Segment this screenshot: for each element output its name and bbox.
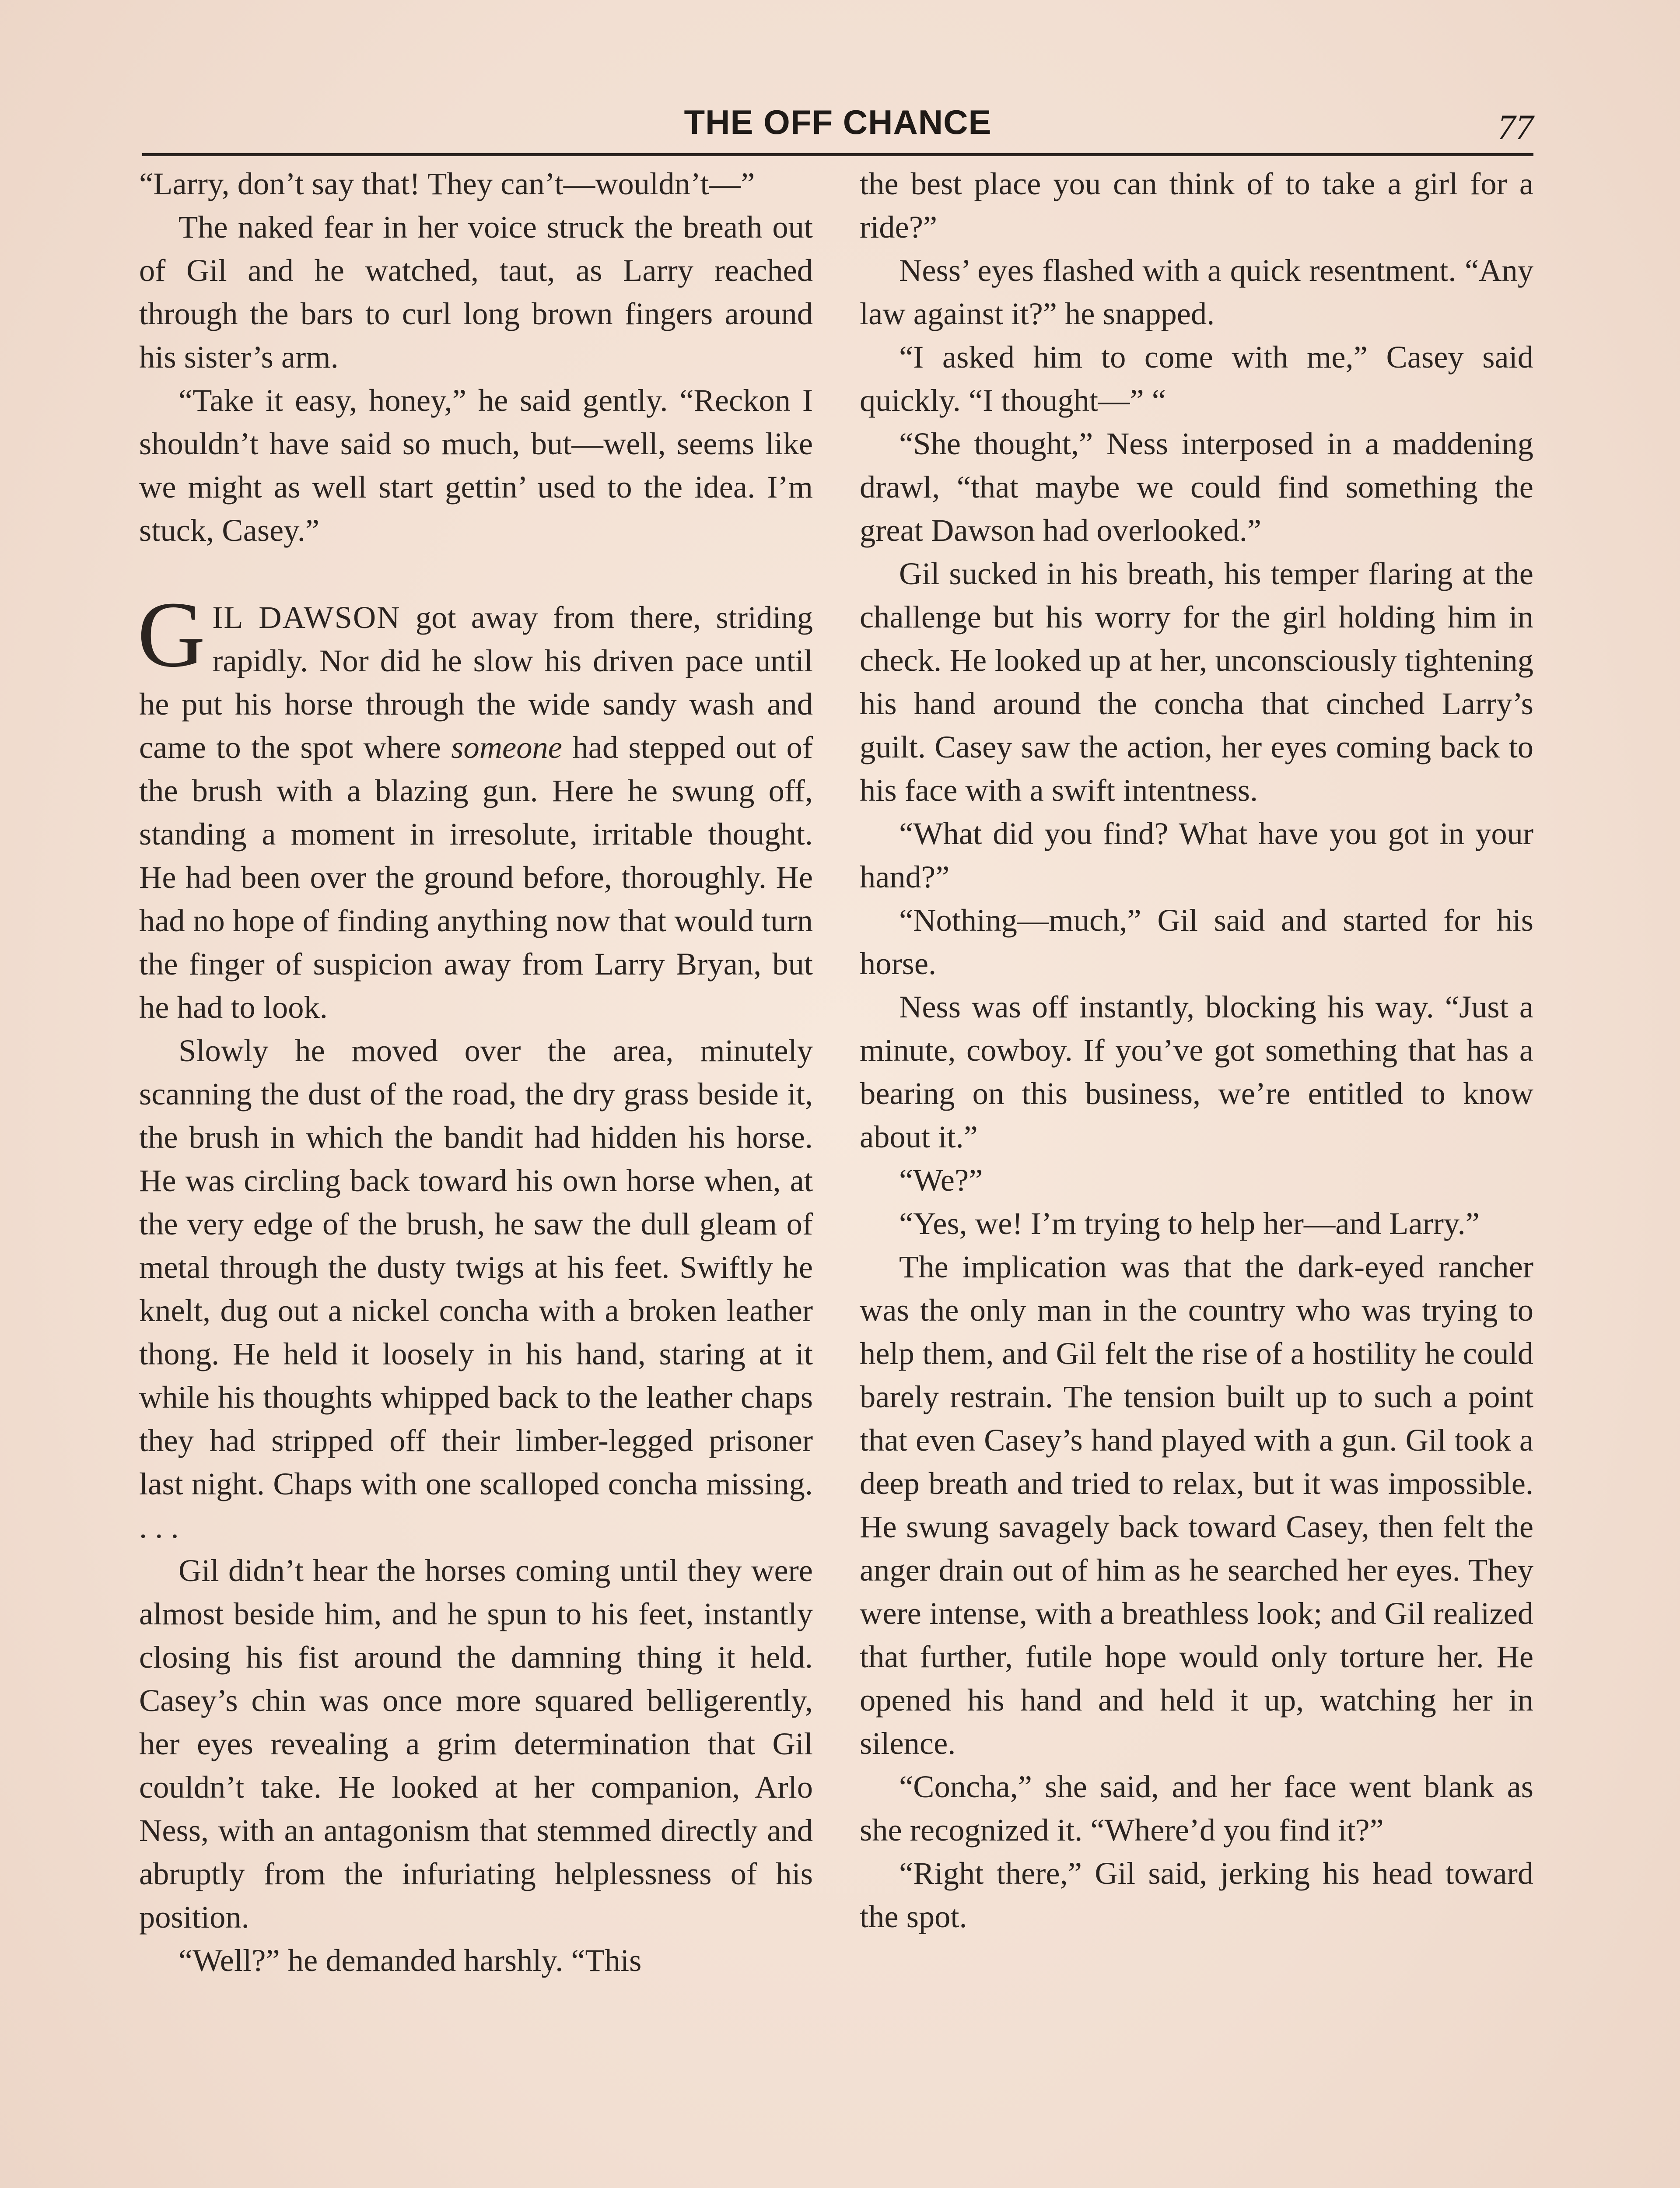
paragraph: “Concha,” she said, and her face went blank as she recognized it. “Where’d you find it?” <box>860 1769 1533 1848</box>
paragraph: “Take it easy, honey,” he said gently. “Reckon I shouldn’t have said so much, but—well, seems like we might as well start gettin’ used to the idea. I’m stuck, Casey.” <box>139 382 813 548</box>
paragraph: “Larry, don’t say that! They can’t—wouldn’t—” <box>139 166 755 201</box>
section-lead-caps: IL DAWSON <box>212 600 401 635</box>
section-text: had stepped out of the brush with a blazing gun. Here he swung off, standing a moment in irresolute, irritable thought. He had been over the ground before, thoroughly. He had no hope of finding anything now that would turn the finger of suspicion away from Larry Bryan, but he had to look. <box>139 729 813 1025</box>
section-text: got away from there, striding rapidly. Nor did he slow his driven pace until he put his horse through the wide sandy wash and came to the spot where <box>139 600 813 765</box>
paragraph: The naked fear in her voice struck the breath out of Gil and he watched, taut, as Larry reached through the bars to curl long brown fingers around his sister’s arm. <box>139 209 813 375</box>
paragraph: Gil sucked in his breath, his temper flaring at the challenge but his worry for the girl holding him in check. He looked up at her, unconsciously tightening his hand around the concha that cinched Larry’s guilt. Casey saw the action, her eyes coming back to his face with a swift intentness. <box>860 556 1533 808</box>
paragraph: Ness was off instantly, blocking his way. “Just a minute, cowboy. If you’ve got something that has a bearing on this business, we’re entitled to know about it.” <box>860 989 1533 1154</box>
paragraph: “Nothing—much,” Gil said and started for his horse. <box>860 902 1533 981</box>
paragraph: Gil didn’t hear the horses coming until they were almost beside him, and he spun to his feet, instantly closing his fist around the damning thing it held. Casey’s chin was once more squared belligerently, her eyes revealing a grim determination that Gil couldn’t take. He looked at her companion, Arlo Ness, with an antagonism that stemmed directly and abruptly from the infuriating helplessness of his position. <box>139 1553 813 1935</box>
paragraph: “I asked him to come with me,” Casey said quickly. “I thought—” “ <box>860 339 1533 418</box>
drop-cap: G <box>137 582 206 687</box>
page-header <box>142 101 1533 156</box>
running-title: THE OFF CHANCE <box>684 103 992 141</box>
paragraph: “Yes, we! I’m trying to help her—and Larry.” <box>899 1206 1480 1241</box>
paragraph: the best place you can think of to take a girl for a ride?” <box>860 166 1533 245</box>
left-column <box>139 162 813 2188</box>
emphasized-word: someone <box>451 729 562 765</box>
paragraph: “We?” <box>899 1162 983 1198</box>
paragraph: “She thought,” Ness interposed in a maddening drawl, “that maybe we could find something the great Dawson had overlooked.” <box>860 426 1533 548</box>
paragraph: “What did you find? What have you got in your hand?” <box>860 816 1533 894</box>
paragraph: Slowly he moved over the area, minutely scanning the dust of the road, the dry grass beside it, the brush in which the bandit had hidden his horse. He was circling back toward his own horse when, at the very edge of the brush, he saw the dull gleam of metal through the dusty twigs at his feet. Swiftly he knelt, dug out a nickel concha with a broken leather thong. He held it loosely in his hand, staring at it while his thoughts whipped back to the leather chaps they had stripped off their limber-legged prisoner last night. Chaps with one scalloped concha missing. . . . <box>139 1033 813 1545</box>
paragraph: “Well?” he demanded harshly. “This <box>178 1943 642 1978</box>
paragraph: Ness’ eyes flashed with a quick resentment. “Any law against it?” he snapped. <box>860 252 1533 331</box>
right-column <box>860 162 1533 2188</box>
section-opening-paragraph <box>137 582 813 1029</box>
page-number: 77 <box>1498 107 1533 147</box>
paragraph: “Right there,” Gil said, jerking his head toward the spot. <box>860 1855 1533 1934</box>
paragraph: The implication was that the dark-eyed rancher was the only man in the country who was trying to help them, and Gil felt the rise of a hostility he could barely restrain. The tension built up to such a point that even Casey’s hand played with a gun. Gil took a deep breath and tried to relax, but it was impossible. He swung savagely back toward Casey, then felt the anger drain out of him as he searched her eyes. They were intense, with a breathless look; and Gil realized that further, futile hope would only torture her. He opened his hand and held it up, watching her in silence. <box>860 1249 1533 1761</box>
